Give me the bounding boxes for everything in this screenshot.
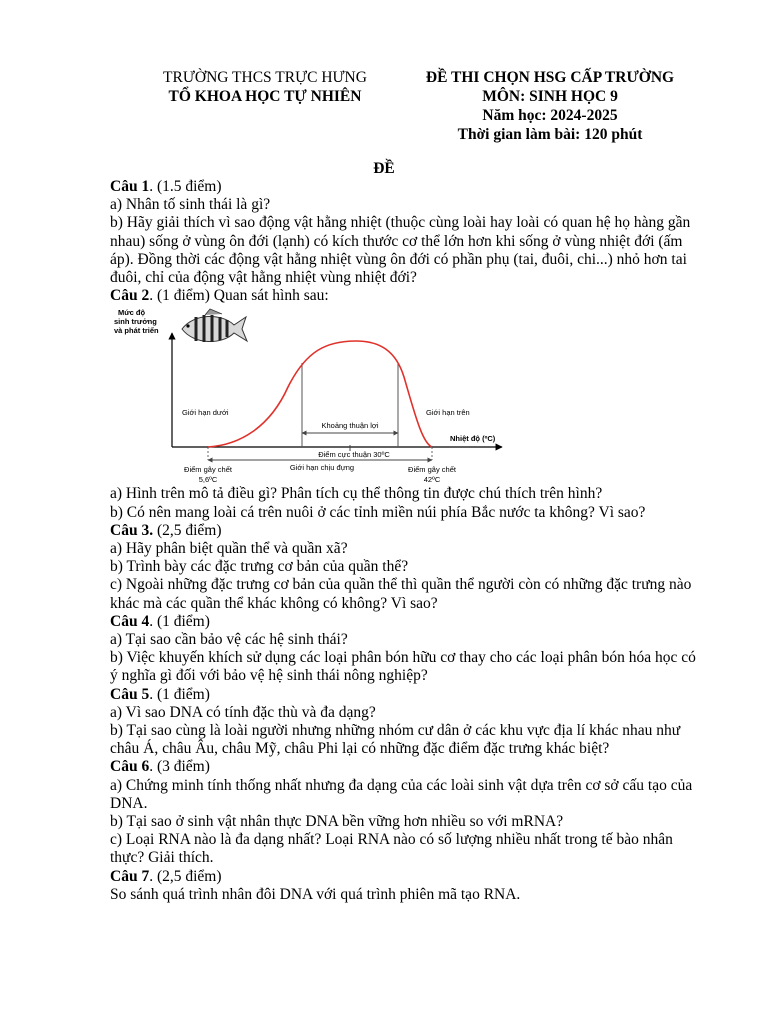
y-axis-label-2: sinh trưởng xyxy=(114,317,157,327)
question-5-item-b: b) Tại sao cùng là loài người nhưng những nhóm cư dân ở các khu vực địa lí khác nhau như châu Á, châu Âu, châu Mỹ, châu Phi lại có những đặc điểm đặc trưng khác biệt? xyxy=(110,722,681,758)
question-points: (2,5 điểm) xyxy=(153,521,222,539)
question-5-item-a: a) Vì sao DNA có tính đặc thù và đa dạng? xyxy=(110,703,376,721)
question-3-item-a: a) Hãy phân biệt quần thể và quần xã? xyxy=(110,540,348,558)
document-title: ĐỀ xyxy=(373,160,395,177)
school-name: TRƯỜNG THCS TRỰC HƯNG xyxy=(163,69,367,86)
question-7-item-a: So sánh quá trình nhân đôi DNA với quá trình phiên mã tạo RNA. xyxy=(110,885,521,903)
tolerance-figure xyxy=(110,307,510,485)
tolerance-diagram xyxy=(110,307,510,485)
question-1-heading xyxy=(110,178,700,196)
question-4-heading xyxy=(110,613,700,631)
question-1-item-a: a) Nhân tố sinh thái là gì? xyxy=(110,196,271,214)
tolerance-range-label: Giới hạn chịu đựng xyxy=(289,463,355,473)
exam-title: ĐỀ THI CHỌN HSG CẤP TRƯỜNG xyxy=(425,69,675,86)
question-points: . (1 điểm) xyxy=(149,685,210,703)
y-axis-label-1: Mức độ xyxy=(118,308,146,318)
exam-year: Năm học: 2024-2025 xyxy=(482,107,618,124)
question-points: . (1.5 điểm) xyxy=(149,178,222,195)
question-label: Câu 7 xyxy=(110,867,150,885)
exam-content xyxy=(110,178,700,904)
question-4-item-a: a) Tại sao cần bảo vệ các hệ sinh thái? xyxy=(110,631,348,649)
question-label: Câu 4 xyxy=(110,612,150,630)
y-axis-label-3: và phát triển xyxy=(114,326,159,336)
question-2-item-b: b) Có nên mang loài cá trên nuôi ở các tỉnh miền núi phía Bắc nước ta không? Vì sao? xyxy=(110,503,646,521)
exam-duration: Thời gian làm bài: 120 phút xyxy=(457,126,643,143)
question-6-item-c: c) Loại RNA nào là đa dạng nhất? Loại RNA nào có số lượng nhiều nhất trong tế bào nhân thực? Giải thích. xyxy=(110,831,673,867)
question-6-item-a: a) Chứng minh tính thống nhất nhưng đa dạng của các loài sinh vật dựa trên cơ sở cấu tạo của DNA. xyxy=(110,776,693,812)
question-label: Câu 3. xyxy=(110,521,154,539)
question-label: Câu 5 xyxy=(110,685,150,703)
question-3-item-c: c) Ngoài những đặc trưng cơ bản của quần thể thì quần thể người còn có những đặc trưng nào khác mà các quần thể khác không có không? Vì sao? xyxy=(110,576,692,612)
upper-limit-label: Giới hạn trên xyxy=(426,408,470,418)
question-3-item-b: b) Trình bày các đặc trưng cơ bản của quần thể? xyxy=(110,558,409,576)
optimum-point-label: Điểm cực thuận 30ºC xyxy=(318,450,390,460)
question-label: Câu 6 xyxy=(110,758,150,776)
header-right xyxy=(410,68,690,144)
fish-icon xyxy=(182,309,247,342)
question-1-item-b: b) Hãy giải thích vì sao động vật hằng nhiệt (thuộc cùng loài hay loài có quan hệ họ hàng gần nhau) sống ở vùng ôn đới (lạnh) có kích thước cơ thể lớn hơn khi sống ở vùng nhiệt đới (ấm áp). Đồng thời các động vật hằng nhiệt vùng ôn đới có phần phụ (tai, đuôi, chi...) nhỏ hơn tai đuôi, chỉ của động vật hằng nhiệt vùng nhiệt đới? xyxy=(110,214,691,287)
department-name: TỔ KHOA HỌC TỰ NHIÊN xyxy=(168,88,362,105)
lower-death-label-2: 5,6ºC xyxy=(198,475,218,485)
optimal-range-label: Khoảng thuận lợi xyxy=(321,421,379,431)
lower-death-label-1: Điểm gây chết xyxy=(184,465,232,475)
question-7-heading xyxy=(110,868,700,886)
question-6-heading xyxy=(110,758,700,776)
question-2-item-a: a) Hình trên mô tả điều gì? Phân tích cụ thể thông tin được chú thích trên hình? xyxy=(110,485,603,503)
lower-limit-label: Giới hạn dưới xyxy=(182,408,229,418)
question-2-heading xyxy=(110,287,700,305)
question-points: . (3 điểm) xyxy=(149,758,210,776)
question-3-heading xyxy=(110,522,700,540)
question-label: Câu 2 xyxy=(110,287,150,305)
upper-death-label-1: Điểm gây chết xyxy=(408,465,456,475)
question-6-item-b: b) Tại sao ở sinh vật nhân thực DNA bền vững hơn nhiều so với mRNA? xyxy=(110,813,564,831)
question-5-heading xyxy=(110,686,700,704)
question-points: . (1 điểm) xyxy=(149,612,210,630)
x-axis-label: Nhiệt độ (ºC) xyxy=(450,434,496,444)
question-points: . (2,5 điểm) xyxy=(149,867,222,885)
exam-subject: MÔN: SINH HỌC 9 xyxy=(482,88,618,105)
question-label: Câu 1 xyxy=(110,178,150,195)
header-left xyxy=(110,68,420,106)
question-points: . (1 điểm) Quan sát hình sau: xyxy=(149,287,329,305)
question-4-item-b: b) Việc khuyến khích sử dụng các loại phân bón hữu cơ thay cho các loại phân bón hóa học có ý nghĩa gì đối với bảo vệ hệ sinh thái nông nghiệp? xyxy=(110,649,696,685)
upper-death-label-2: 42ºC xyxy=(423,475,441,485)
